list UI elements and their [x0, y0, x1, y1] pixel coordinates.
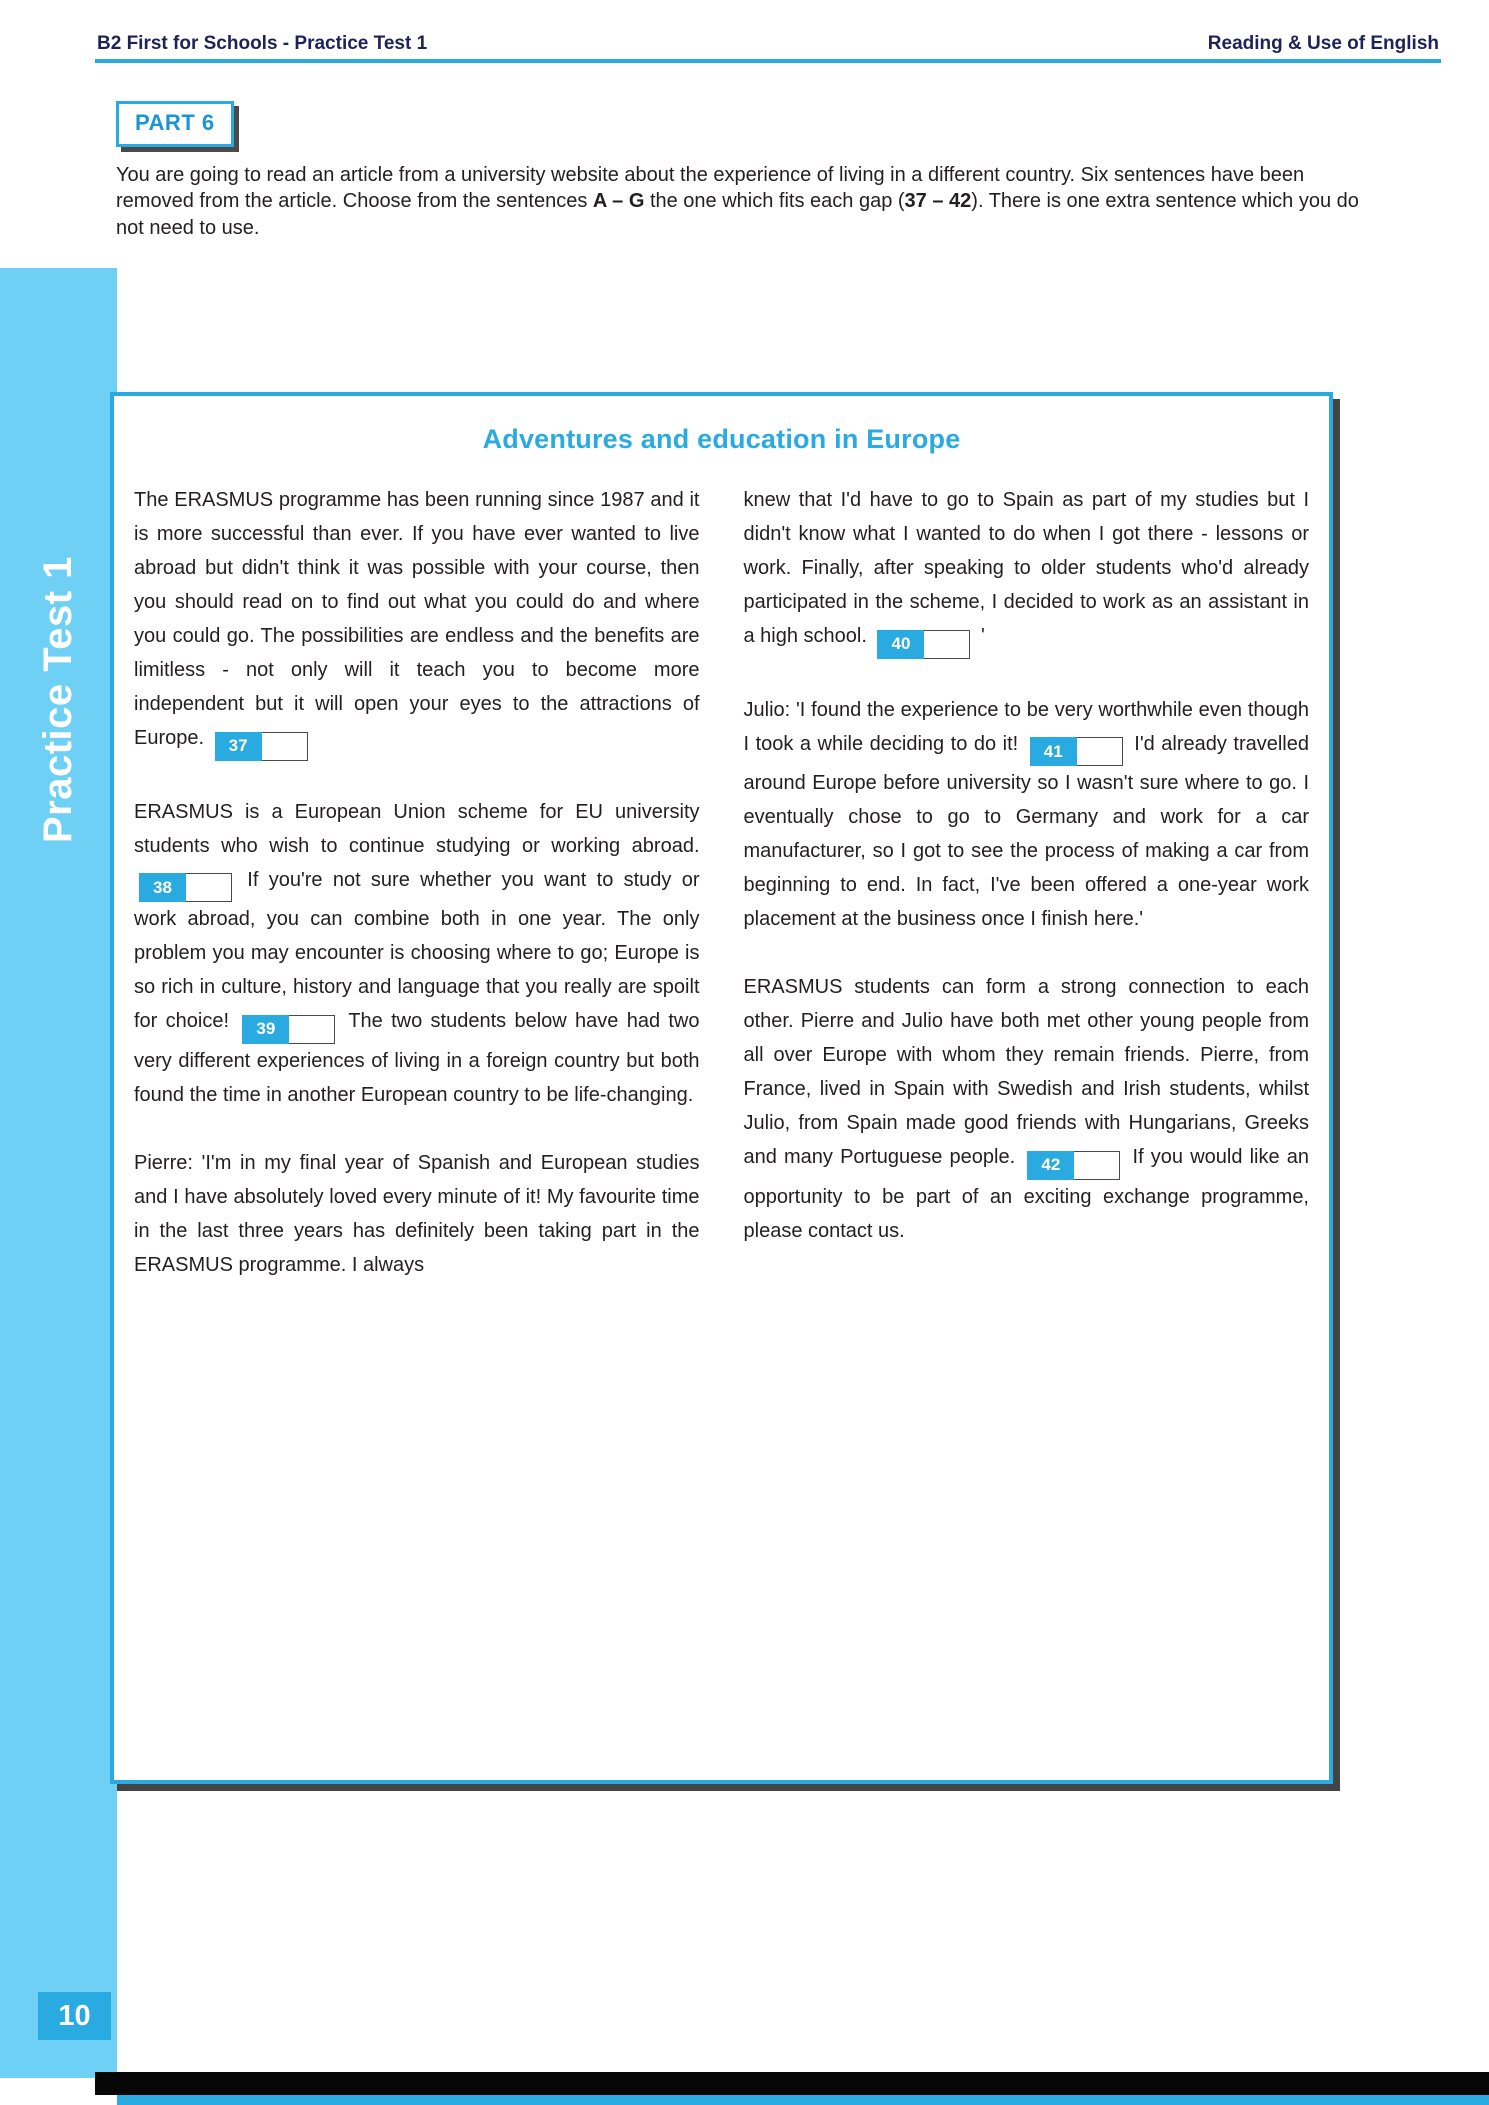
instructions [116, 162, 1366, 241]
gap-number: 40 [877, 630, 924, 659]
paragraph-julio [744, 693, 1310, 937]
paragraph-text: Julio: 'I found the experience to be very worthwhile even though I took a while deciding to do it! [743, 698, 1309, 755]
gap-number: 39 [242, 1015, 289, 1044]
page-edge-accent [117, 2095, 1489, 2105]
instructions-text: the one which fits each gap ( [644, 190, 905, 213]
article-column-right [744, 483, 1310, 1282]
gap-42 [1027, 1151, 1120, 1180]
gap-answer-box [924, 630, 970, 659]
gap-38 [139, 873, 232, 902]
gap-number: 37 [215, 732, 262, 761]
page-header [97, 33, 1439, 55]
gap-answer-box [262, 732, 308, 761]
article-box [110, 392, 1333, 1784]
article-title: Adventures and education in Europe [482, 424, 961, 454]
closing-quote: ' [981, 625, 985, 647]
instructions-text: You are going to read an article from a university website about the experience of living in a different country. Six sentences have been removed from the article. Choose from the sentences [116, 164, 1305, 213]
paragraph-text: If you would like an opportunity to be part of an exciting exchange programme, please contact us. [743, 1146, 1310, 1242]
part-6-box [116, 101, 234, 147]
gap-answer-box [186, 873, 232, 902]
gap-answer-box [1077, 737, 1123, 766]
part-6-label: PART 6 [135, 110, 215, 135]
gap-answer-box [289, 1015, 335, 1044]
gap-39 [242, 1015, 335, 1044]
paragraph-intro [134, 483, 700, 761]
article-columns [130, 483, 1313, 1282]
page-number: 10 [58, 1999, 91, 2032]
gap-answer-box [1074, 1151, 1120, 1180]
header-rule [95, 59, 1441, 63]
header-left-title: B2 First for Schools - Practice Test 1 [97, 33, 428, 54]
gap-range: 37 – 42 [904, 190, 972, 213]
article-column-left [134, 483, 700, 1282]
paragraph-pierre [134, 1146, 700, 1282]
practice-test-tab-label: Practice Test 1 [36, 556, 80, 843]
page-number-badge [38, 1992, 111, 2040]
paragraph-text: Pierre: 'I'm in my final year of Spanish and European studies and I have absolutely loved every minute of it! My favourite time in the last three years has definitely been taking part in the ERASMUS programme. I always [134, 1151, 700, 1276]
gap-40 [877, 630, 970, 659]
gap-number: 42 [1027, 1151, 1074, 1180]
gap-number: 38 [139, 873, 186, 902]
paragraph-text: The ERASMUS programme has been running since 1987 and it is more successful than ever. If you have ever wanted to live abroad but didn't think it was possible with your course, then you should read on to find out what you could do and where you could go. The possibilities are endless and the benefits are limitless - not only will it teach you to become more independent but it will open your eyes to the attractions of Europe. [134, 489, 700, 749]
paragraph-pierre-continued [744, 483, 1310, 659]
paragraph-connections [744, 970, 1310, 1248]
page-edge-bar [95, 2072, 1489, 2095]
gap-37 [215, 732, 308, 761]
instructions-text: ). There is one extra sentence which you do not need to use. [116, 190, 1359, 239]
header-right-title: Reading & Use of English [1207, 33, 1439, 54]
paragraph-text: knew that I'd have to go to Spain as part of my studies but I didn't know what I wanted to do when I got there - lessons or work. Finally, after speaking to older students who'd already participated in the scheme, I decided to work as an assistant in a high school. [743, 489, 1309, 647]
paragraph-text: ERASMUS students can form a strong connection to each other. Pierre and Julio have both met other young people from all over Europe with whom they remain friends. Pierre, from France, lived in Spain with Swedish and Irish students, whilst Julio, from Spain made good friends with Hungarians, Greeks and many Portuguese people. [743, 976, 1309, 1168]
paragraph-text: If you're not sure whether you want to study or work abroad, you can combine both in one year. The only problem you may encounter is choosing where to go; Europe is so rich in culture, history and language that you really are spoilt for choice! [134, 868, 700, 1032]
gap-41 [1030, 737, 1123, 766]
paragraph-scheme [134, 795, 700, 1112]
paragraph-text: I'd already travelled around Europe before university so I wasn't sure where to go. I eventually chose to go to Germany and work for a car manufacturer, so I got to see the process of making a car from beginning to end. In fact, I've been offered a one-year work placement at the business once I finish here.' [743, 732, 1309, 930]
sentence-range: A – G [592, 190, 645, 213]
paragraph-text: ERASMUS is a European Union scheme for EU university students who wish to continue studying or working abroad. [134, 800, 700, 857]
paragraph-text: The two students below have had two very different experiences of living in a foreign country but both found the time in another European country to be life-changing. [134, 1010, 700, 1106]
sidebar-band [0, 268, 117, 2078]
gap-number: 41 [1030, 737, 1077, 766]
